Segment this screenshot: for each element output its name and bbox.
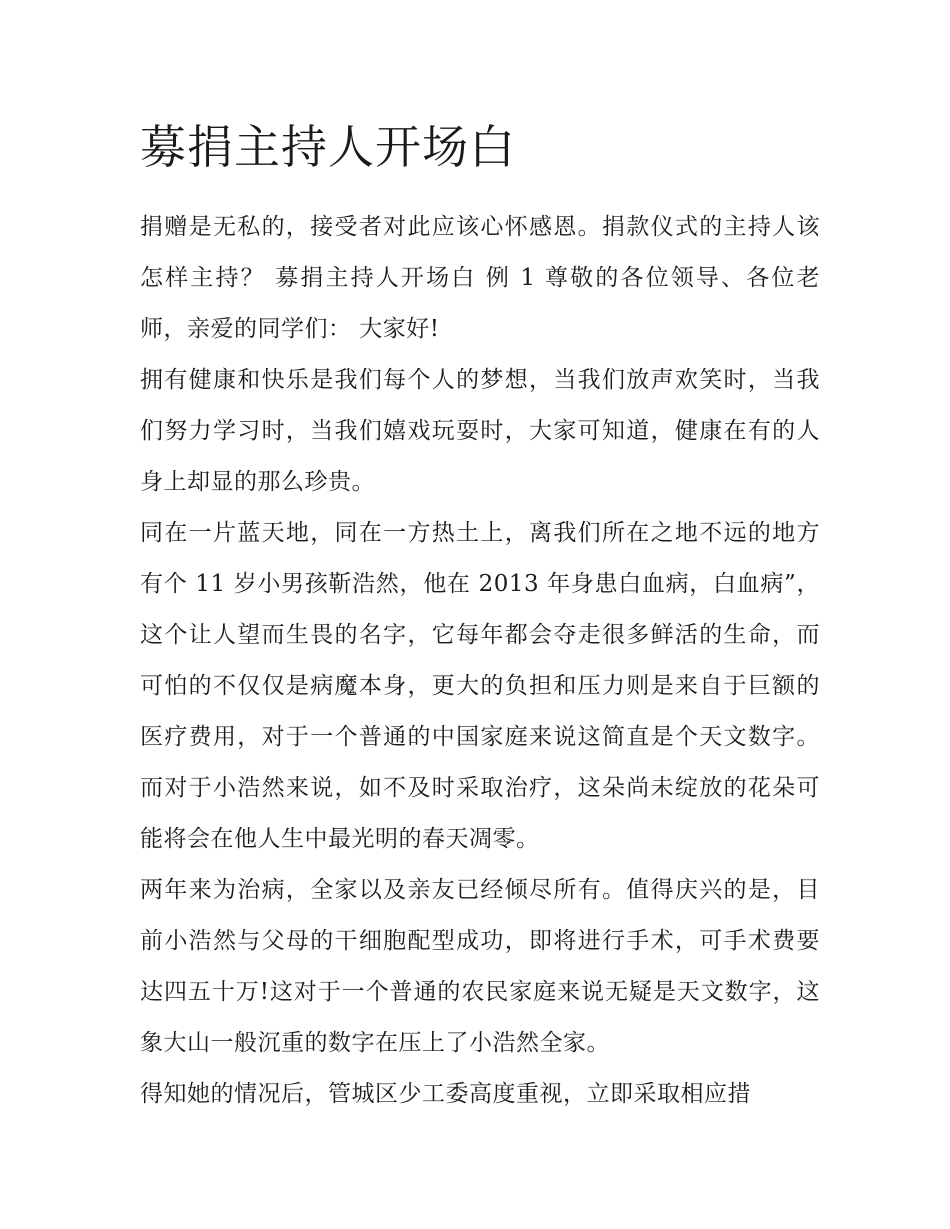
document-title: 募捐主持人开场白 (140, 120, 516, 174)
paragraph-intro: 捐赠是无私的，接受者对此应该心怀感恩。捐款仪式的主持人该怎样主持？ 募捐主持人开场白 例 1 尊敬的各位领导、各位老师，亲爱的同学们： 大家好! (140, 214, 820, 342)
paragraph-surgery: 两年来为治病，全家以及亲友已经倾尽所有。值得庆兴的是，目前小浩然与父母的干细胞配型成功，即将进行手术，可手术费要达四五十万!这对于一个普通的农民家庭来说无疑是天文数字，这象大山一般沉重的数字在压上了小浩然全家。 (140, 877, 820, 1056)
paragraph-story: 同在一片蓝天地，同在一方热土上，离我们所在之地不远的地方有个 11 岁小男孩靳浩然，他在 2013 年身患白血病，白血病”，这个让人望而生畏的名字，它每年都会夺走很多鲜活的生命，而可怕的不仅仅是病魔本身，更大的负担和压力则是来自于巨额的医疗费用，对于一个普通的中国家庭来说这简直是个天文数字。而对于小浩然来说，如不及时采取治疗，这朵尚未绽放的花朵可能将会在他人生中最光明的春天凋零。 (140, 520, 820, 852)
paragraph-response: 得知她的情况后，管城区少工委高度重视，立即采取相应措 (140, 1081, 751, 1107)
paragraph-health: 拥有健康和快乐是我们每个人的梦想，当我们放声欢笑时，当我们努力学习时，当我们嬉戏玩耍时，大家可知道，健康在有的人身上却显的那么珍贵。 (140, 367, 820, 495)
document-page (140, 112, 820, 1120)
